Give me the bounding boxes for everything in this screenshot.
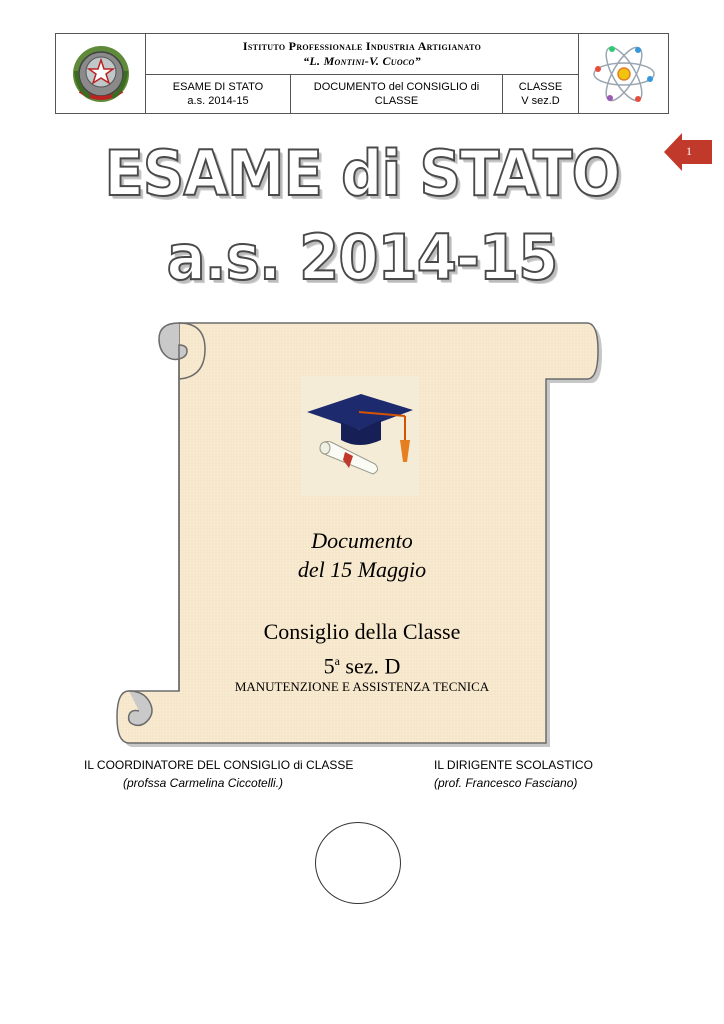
institute-line1: Istituto Professionale Industria Artigianato: [242, 39, 482, 53]
class-cell-line1: CLASSE: [518, 81, 563, 93]
graduation-cap-icon: [301, 376, 419, 496]
atom-logo: [578, 34, 668, 113]
document-cell-line2: CLASSE: [374, 95, 419, 107]
coordinator-name: (profssa Carmelina Ciccotelli.): [123, 776, 284, 790]
stamp-circle: [315, 822, 401, 904]
header-table: [55, 33, 669, 114]
main-title-line1: ESAME di STATO: [104, 137, 620, 210]
emblem-icon: [68, 41, 134, 107]
atom-icon: [588, 41, 660, 107]
page-number: 1: [686, 144, 692, 158]
document-cell: [291, 75, 503, 113]
class-section: sez. D: [339, 653, 401, 679]
principal-name: (prof. Francesco Fasciano): [434, 776, 578, 790]
institute-name: [146, 34, 578, 75]
principal-title: IL DIRIGENTE SCOLASTICO: [434, 758, 593, 772]
document-cell-line1: DOCUMENTO del CONSIGLIO di: [313, 81, 480, 93]
document-title-line2: del 15 Maggio: [297, 557, 427, 582]
class-number: 5: [323, 653, 335, 679]
course-name: MANUTENZIONE E ASSISTENZA TECNICA: [234, 679, 490, 694]
class-title: [178, 647, 546, 680]
exam-cell-line2: a.s. 2014-15: [187, 95, 249, 107]
exam-cell: [146, 75, 291, 113]
italian-emblem-logo: [56, 34, 146, 113]
institute-line2: “L. Montini-V. Cuoco”: [303, 54, 421, 68]
graduation-cap-picture: [301, 376, 419, 496]
document-title-line1: Documento: [311, 528, 413, 553]
coordinator-title: IL COORDINATORE DEL CONSIGLIO di CLASSE: [84, 758, 354, 772]
class-cell: [503, 75, 578, 113]
main-title-line2: a.s. 2014-15: [166, 221, 558, 294]
exam-cell-line1: ESAME DI STATO: [172, 81, 264, 93]
class-ordinal: a: [334, 654, 340, 668]
council-title: Consiglio della Classe: [263, 619, 461, 644]
class-cell-line2: V sez.D: [521, 95, 560, 107]
